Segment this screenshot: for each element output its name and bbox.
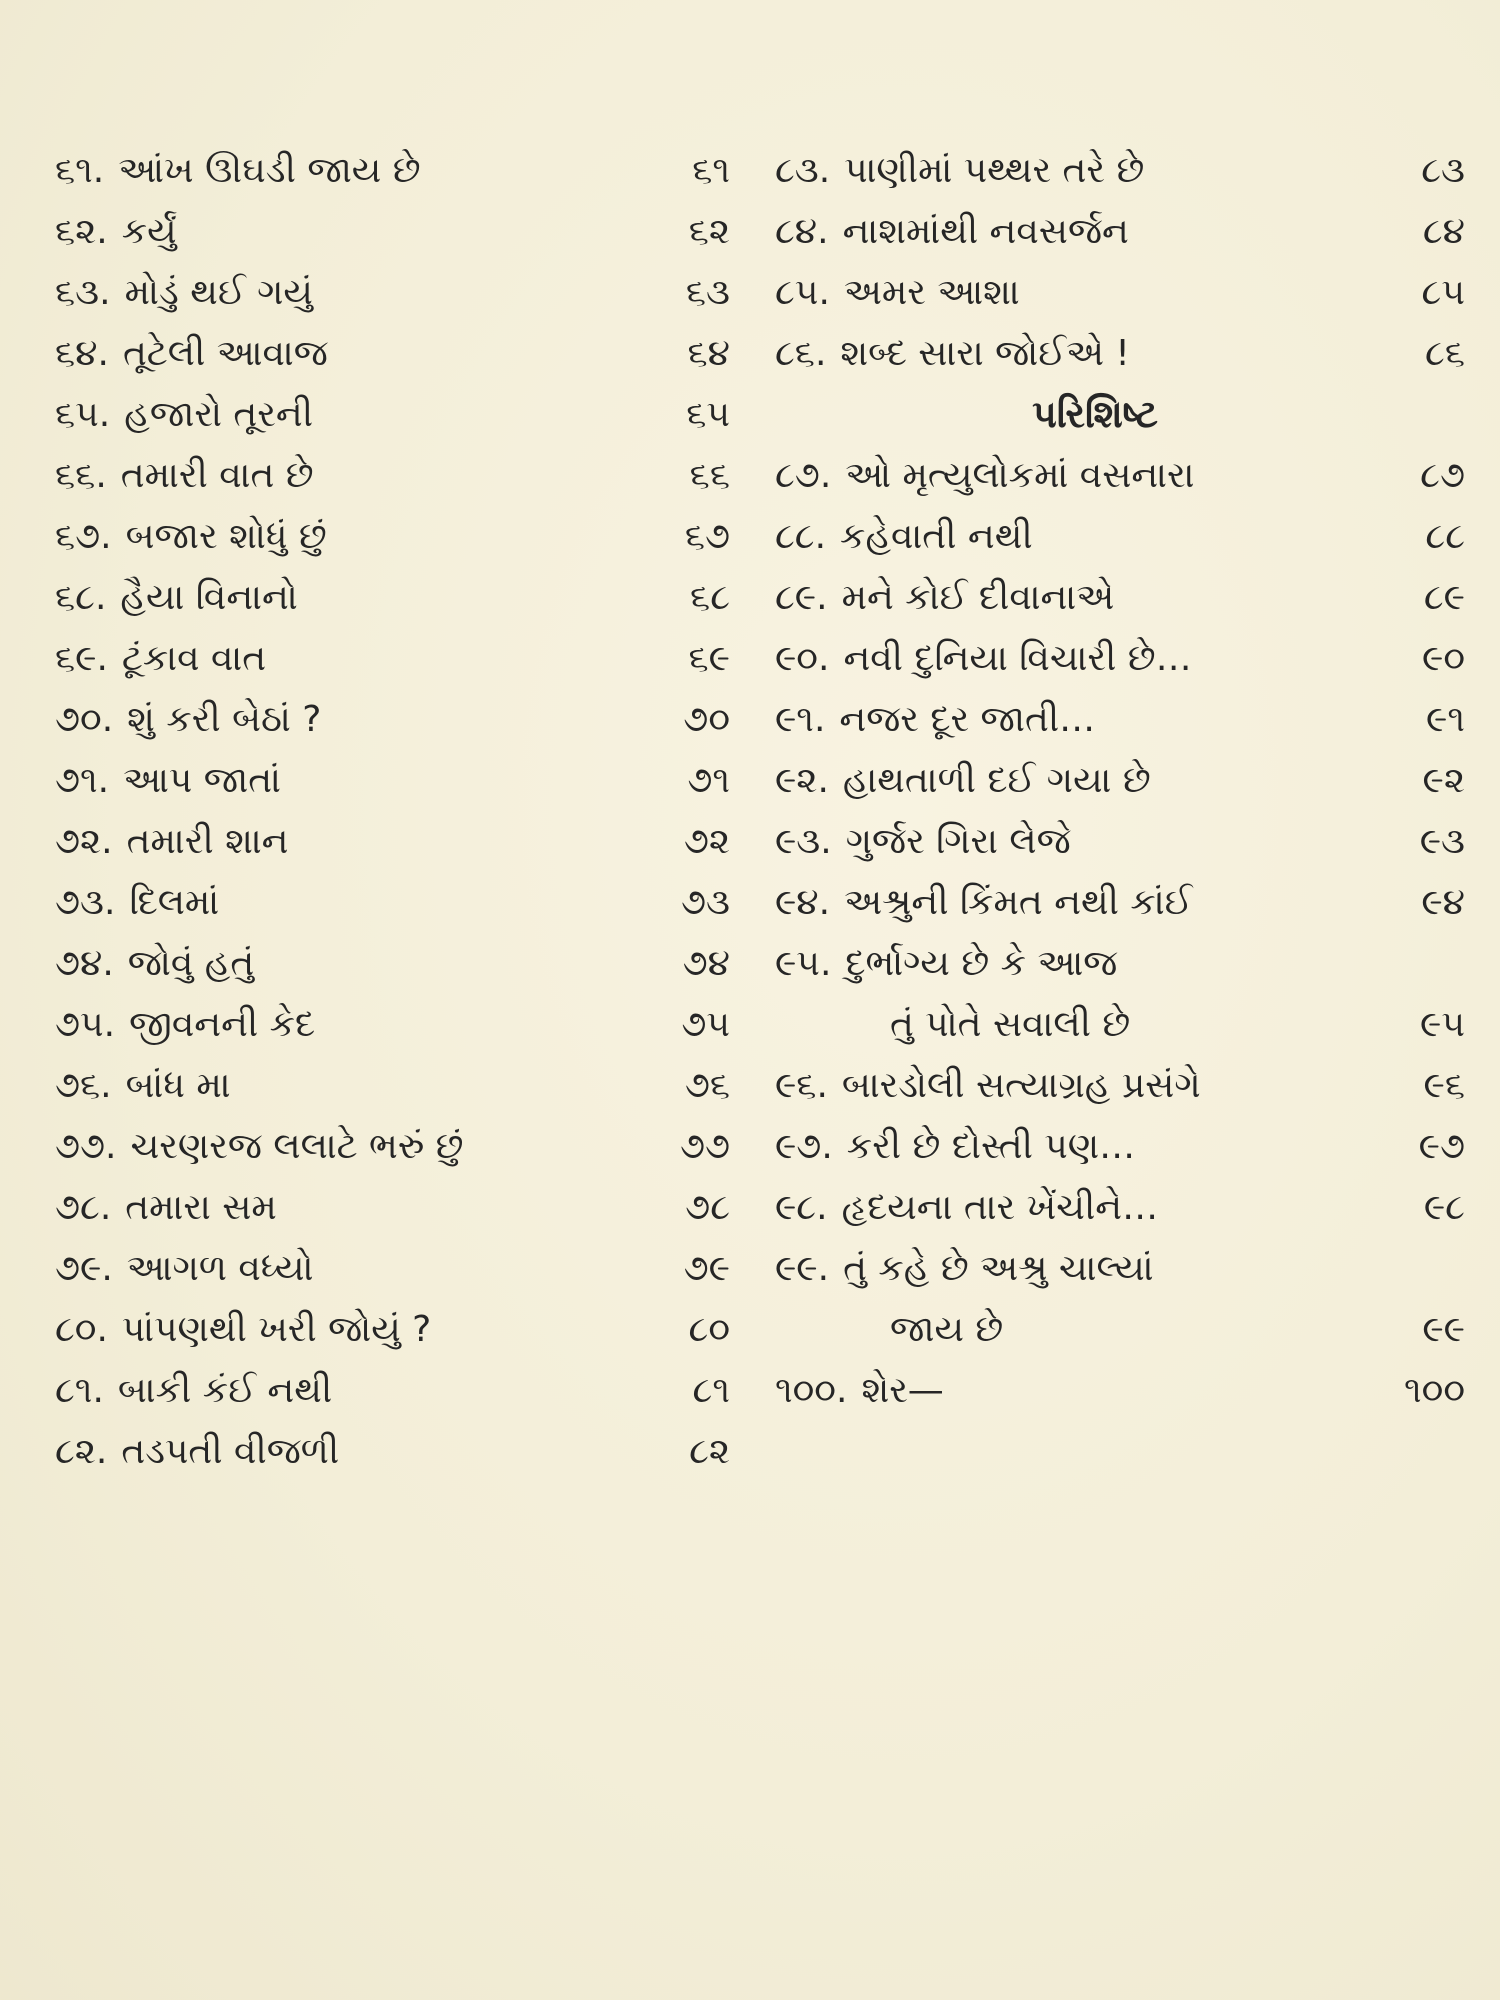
contents-entry bbox=[775, 1055, 1465, 1116]
contents-entry bbox=[775, 1299, 1465, 1360]
entry-page-number: ૯૦ bbox=[1422, 638, 1465, 679]
contents-entry bbox=[775, 689, 1465, 750]
entry-page-number: ૯૫ bbox=[1420, 1004, 1465, 1045]
entry-page-number: ૧૦૦ bbox=[1404, 1370, 1465, 1411]
entry-number: ૭૬. bbox=[55, 1065, 112, 1106]
contents-entry bbox=[775, 567, 1465, 628]
entry-title: શબ્દ સારા જોઈએ ! bbox=[840, 333, 1130, 374]
contents-right-column bbox=[775, 140, 1465, 1421]
entry-number: ૮૦. bbox=[55, 1309, 108, 1350]
contents-entry bbox=[55, 201, 730, 262]
entry-title: શું કરી બેઠાં ? bbox=[127, 699, 322, 740]
contents-entry bbox=[55, 994, 730, 1055]
contents-entry bbox=[775, 1116, 1465, 1177]
entry-title: આંખ ઊઘડી જાય છે bbox=[118, 150, 421, 191]
entry-title: તું પોતે સવાલી છે bbox=[890, 1004, 1131, 1045]
entry-page-number: ૯૬ bbox=[1423, 1065, 1465, 1106]
entry-number: ૮૮. bbox=[775, 516, 827, 557]
contents-entry bbox=[55, 933, 730, 994]
entry-title: આગળ વધ્યો bbox=[126, 1248, 314, 1289]
entry-number: ૭૯. bbox=[55, 1248, 113, 1289]
entry-title: હૈયા વિનાનો bbox=[120, 577, 298, 618]
entry-number: ૧૦૦. bbox=[775, 1370, 848, 1411]
contents-entry bbox=[55, 1421, 730, 1482]
entry-number: ૮૯. bbox=[775, 577, 828, 618]
entry-title: બજાર શોધું છું bbox=[125, 516, 327, 557]
entry-number: ૭૧. bbox=[55, 760, 110, 801]
entry-number: ૯૪. bbox=[775, 882, 831, 923]
contents-entry bbox=[55, 872, 730, 933]
entry-page-number: ૮૨ bbox=[689, 1431, 730, 1472]
entry-title: નવી દુનિયા વિચારી છે… bbox=[843, 638, 1192, 679]
contents-entry bbox=[775, 628, 1465, 689]
entry-number: ૬૪. bbox=[55, 333, 109, 374]
contents-entry bbox=[775, 811, 1465, 872]
entry-number: ૬૫. bbox=[55, 394, 111, 435]
entry-title: મોડું થઈ ગયું bbox=[124, 272, 313, 313]
entry-title: તડપતી વીજળી bbox=[121, 1431, 340, 1472]
entry-number: ૬૩. bbox=[55, 272, 111, 313]
contents-entry bbox=[55, 1116, 730, 1177]
contents-entry bbox=[775, 1360, 1465, 1421]
entry-title: અમર આશા bbox=[843, 272, 1020, 313]
entry-page-number: ૮૪ bbox=[1422, 211, 1465, 252]
contents-entry bbox=[775, 506, 1465, 567]
entry-title: ગુર્જર ગિરા લેજે bbox=[845, 821, 1071, 862]
contents-entry bbox=[55, 1360, 730, 1421]
contents-entry bbox=[775, 872, 1465, 933]
entry-number: ૯૧. bbox=[775, 699, 826, 740]
entry-page-number: ૬૯ bbox=[688, 638, 730, 679]
entry-number: ૮૬. bbox=[775, 333, 827, 374]
entry-page-number: ૯૧ bbox=[1426, 699, 1465, 740]
entry-number: ૭૮. bbox=[55, 1187, 112, 1228]
contents-entry bbox=[775, 750, 1465, 811]
contents-left-column bbox=[55, 140, 730, 1482]
appendix-heading: પરિશિષ્ટ bbox=[1032, 392, 1158, 436]
entry-title: તમારી વાત છે bbox=[120, 455, 314, 496]
contents-entry bbox=[55, 628, 730, 689]
entry-title: દિલમાં bbox=[129, 882, 220, 923]
entry-title: તમારી શાન bbox=[126, 821, 289, 862]
contents-entry bbox=[775, 933, 1465, 994]
entry-number: ૯૭. bbox=[775, 1126, 833, 1167]
entry-page-number: ૬૬ bbox=[689, 455, 730, 496]
contents-entry bbox=[775, 323, 1465, 384]
contents-entry bbox=[775, 201, 1465, 262]
contents-entry bbox=[775, 1177, 1465, 1238]
entry-number: ૬૧. bbox=[55, 150, 105, 191]
entry-page-number: ૯૪ bbox=[1421, 882, 1465, 923]
contents-entry bbox=[55, 445, 730, 506]
entry-title: તું કહે છે અશ્રુ ચાલ્યાં bbox=[843, 1248, 1154, 1289]
contents-entry bbox=[775, 140, 1465, 201]
entry-title: કરી છે દોસ્તી પણ… bbox=[846, 1126, 1136, 1167]
contents-entry bbox=[775, 445, 1465, 506]
entry-title: તૂટેલી આવાજ bbox=[122, 333, 328, 374]
entry-title: હજારો તૂરની bbox=[124, 394, 314, 435]
contents-entry bbox=[55, 811, 730, 872]
entry-title: ટૂંકાવ વાત bbox=[121, 638, 267, 679]
entry-title: મને કોઈ દીવાનાએ bbox=[841, 577, 1115, 618]
entry-title: બાકી કંઈ નથી bbox=[117, 1370, 333, 1411]
entry-title: તમારા સમ bbox=[125, 1187, 277, 1228]
entry-title: ઓ મૃત્યુલોકમાં વસનારા bbox=[845, 455, 1195, 496]
entry-page-number: ૯૭ bbox=[1418, 1126, 1465, 1167]
entry-page-number: ૭૫ bbox=[681, 1004, 730, 1045]
contents-entry bbox=[55, 506, 730, 567]
contents-entry bbox=[55, 567, 730, 628]
entry-title: જાય છે bbox=[890, 1309, 1004, 1350]
entry-page-number: ૭૦ bbox=[683, 699, 730, 740]
entry-number: ૭૪. bbox=[55, 943, 114, 984]
entry-title: દુર્ભાગ્ય છે કે આજ bbox=[845, 943, 1118, 984]
entry-number: ૯૮. bbox=[775, 1187, 828, 1228]
entry-number: ૯૯. bbox=[775, 1248, 830, 1289]
entry-page-number: ૯૯ bbox=[1422, 1309, 1465, 1350]
entry-title: કહેવાતી નથી bbox=[840, 516, 1033, 557]
entry-page-number: ૬૩ bbox=[685, 272, 730, 313]
appendix-list bbox=[775, 445, 1465, 1421]
entry-title: આપ જાતાં bbox=[123, 760, 281, 801]
entry-page-number: ૬૧ bbox=[692, 150, 730, 191]
entry-page-number: ૮૩ bbox=[1421, 150, 1465, 191]
contents-entry bbox=[775, 262, 1465, 323]
entry-page-number: ૭૮ bbox=[685, 1187, 730, 1228]
entry-page-number: ૯૩ bbox=[1419, 821, 1465, 862]
entry-number: ૮૨. bbox=[55, 1431, 108, 1472]
entry-title: હાથતાળી દઈ ગયા છે bbox=[842, 760, 1151, 801]
entry-page-number: ૭૯ bbox=[683, 1248, 730, 1289]
entry-page-number: ૭૧ bbox=[687, 760, 730, 801]
contents-entry bbox=[55, 1055, 730, 1116]
contents-entry bbox=[55, 140, 730, 201]
entry-title: પાણીમાં પથ્થર તરે છે bbox=[844, 150, 1145, 191]
entry-number: ૯૬. bbox=[775, 1065, 828, 1106]
entry-number: ૬૬. bbox=[55, 455, 107, 496]
entry-page-number: ૭૨ bbox=[683, 821, 730, 862]
entry-number: ૬૭. bbox=[55, 516, 112, 557]
entry-number: ૯૫. bbox=[775, 943, 832, 984]
entry-title: નાશમાંથી નવસર્જન bbox=[842, 211, 1129, 252]
entry-number: ૯૦. bbox=[775, 638, 830, 679]
entry-number: ૭૫. bbox=[55, 1004, 116, 1045]
entry-number: ૭૭. bbox=[55, 1126, 117, 1167]
entry-page-number: ૭૬ bbox=[684, 1065, 730, 1106]
entry-page-number: ૮૮ bbox=[1425, 516, 1465, 557]
contents-entry bbox=[55, 1177, 730, 1238]
entry-title: કર્યું bbox=[121, 211, 177, 252]
entry-title: નજર દૂર જાતી… bbox=[839, 699, 1096, 740]
contents-entry bbox=[55, 1238, 730, 1299]
entry-page-number: ૮૦ bbox=[688, 1309, 730, 1350]
entry-number: ૬૯. bbox=[55, 638, 108, 679]
entry-page-number: ૬૪ bbox=[687, 333, 730, 374]
entry-page-number: ૬૨ bbox=[688, 211, 730, 252]
entry-number: ૭૦. bbox=[55, 699, 114, 740]
contents-entry bbox=[55, 689, 730, 750]
contents-entry bbox=[55, 384, 730, 445]
entry-page-number: ૮૬ bbox=[1425, 333, 1465, 374]
entry-number: ૭૨. bbox=[55, 821, 113, 862]
entry-title: જીવનની કેદ bbox=[129, 1004, 316, 1045]
entry-page-number: ૭૩ bbox=[681, 882, 730, 923]
entry-number: ૮૪. bbox=[775, 211, 829, 252]
entry-page-number: ૬૮ bbox=[690, 577, 730, 618]
entry-page-number: ૬૫ bbox=[686, 394, 730, 435]
contents-entry bbox=[55, 750, 730, 811]
entry-page-number: ૭૪ bbox=[682, 943, 730, 984]
entry-number: ૯૩. bbox=[775, 821, 832, 862]
entry-number: ૮૫. bbox=[775, 272, 830, 313]
entry-page-number: ૮૫ bbox=[1421, 272, 1465, 313]
contents-entry bbox=[55, 1299, 730, 1360]
entry-page-number: ૮૧ bbox=[692, 1370, 730, 1411]
entry-title: શેર— bbox=[861, 1370, 944, 1411]
entry-page-number: ૮૯ bbox=[1423, 577, 1465, 618]
entry-title: અશ્રુની કિંમત નથી કાંઈ bbox=[844, 882, 1193, 923]
entry-title: બારડોલી સત્યાગ્રહ પ્રસંગે bbox=[841, 1065, 1201, 1106]
entry-page-number: ૮૭ bbox=[1420, 455, 1465, 496]
contents-entry bbox=[55, 323, 730, 384]
contents-entry bbox=[55, 262, 730, 323]
contents-entry bbox=[775, 994, 1465, 1055]
entry-number: ૮૭. bbox=[775, 455, 832, 496]
entry-title: ચરણરજ લલાટે ભરું છું bbox=[130, 1126, 464, 1167]
entry-page-number: ૭૭ bbox=[679, 1126, 730, 1167]
entry-number: ૮૩. bbox=[775, 150, 831, 191]
entry-title: હૃદયના તાર ખેંચીને… bbox=[841, 1187, 1159, 1228]
entry-number: ૬૮. bbox=[55, 577, 107, 618]
contents-entry bbox=[775, 1238, 1465, 1299]
entry-number: ૬૨. bbox=[55, 211, 108, 252]
entry-title: બાંધ મા bbox=[125, 1065, 231, 1106]
entry-page-number: ૬૭ bbox=[684, 516, 730, 557]
entry-number: ૮૧. bbox=[55, 1370, 104, 1411]
entry-title: પાંપણથી ખરી જોયું ? bbox=[121, 1309, 432, 1350]
entry-page-number: ૯૮ bbox=[1423, 1187, 1465, 1228]
right-top-list bbox=[775, 140, 1465, 384]
entry-number: ૯૨. bbox=[775, 760, 829, 801]
entry-page-number: ૯૨ bbox=[1422, 760, 1465, 801]
entry-number: ૭૩. bbox=[55, 882, 116, 923]
entry-title: જોવું હતું bbox=[127, 943, 255, 984]
